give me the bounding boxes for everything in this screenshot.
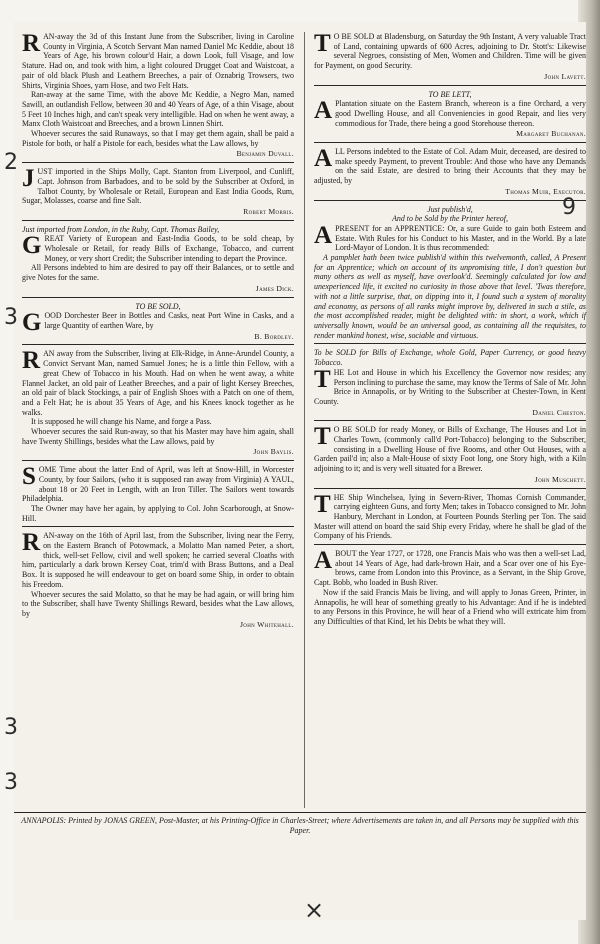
sale-ad-bordley [22,302,294,342]
drop-cap: G [22,232,42,260]
land-sale-ad-lavett [314,32,586,82]
ad-body: Plantation situate on the Eastern Branch, whereon is a fine Orchard, a very good Dwelling House, and all Conveniencies in good Repair, and lies very commodious for Trade, there being a good Storehouse thereon. [335,99,586,128]
ad-paragraph: Whoever secures the said Runaways, so that I may get them again, shall be paid a Pistole for both, or half a Pistole for each, besides what the Law allows, by [22,129,294,148]
estate-ad-muir [314,147,586,197]
ad-body: LL Persons indebted to the Estate of Col. Adam Muir, deceased, are desired to make speedy Payment, to prevent Trouble: And those who have any Demands on the said Estate, are desired to bring their Accounts that they may be adjusted, by [314,147,586,186]
ad-heading: TO BE SOLD, [135,301,181,311]
ad-subheading: And to be Sold by the Printer hereof, [392,214,508,224]
divider [314,200,586,201]
ad-paragraph: Ran-away at the same Time, with the above Mc Keddie, a Negro Man, named Sawill, an outlandish Fellow, between 30 and 40 Years of Age, of a thin Visage, about 5 Feet 10 Inches high, and can't speak very intelligible. Had on when he went away, a Manx Cloth Waistcoat and Breeches, and a brown Linnen Shirt. [22,90,294,129]
ad-body: OOD Dorchester Beer in Bottles and Casks, neat Port Wine in Casks, and a large Quantity of earthen Ware, by [44,311,294,330]
margin-mark: × [304,896,325,924]
ad-body: HE Ship Winchelsea, lying in Severn-River, Thomas Cornish Commander, carrying eighteen Guns, and forty Men; takes in Tobacco consigned to Mr. John Hanbury, Merchant in London, at Fourteen Pounds Sterling per Ton. The said Master will attend on board the said Ship every Friday, where he shall be glad of the Company of his Friends. [314,492,586,541]
ad-signature: John Whitehall. [240,619,294,629]
drop-cap: T [314,423,331,451]
ad-body: BOUT the Year 1727, or 1728, one Francis Mais who was then a well-set Lad, about 14 Years of Age, had dark-brown Hair, and a Scar over one of his Eye-brows, came from London into this Province, as a Servant, in the Ship Grove, Capt. Bobb, who loaded in Bush River. [314,549,586,588]
left-column [22,32,294,632]
drop-cap: R [22,347,41,375]
divider [314,544,586,545]
divider [22,526,294,527]
ad-paragraph: It is supposed he will change his Name, and forge a Pass. [31,417,212,427]
ad-paragraph: Whoever secures the said Molatto, so that he may be had again, or will bring him to the Subscriber, shall have Twenty Shillings Reward, besides what the Law allows, by [22,589,294,618]
ad-signature: B. Bordley. [254,331,294,341]
ad-body: AN away from the Subscriber, living at Elk-Ridge, in Anne-Arundel County, a Convict Servant Man, named Samuel Jones; he is a little thin Fellow, with a great Chew of Tobacco in his Mouth. Had on when he went away, a white Flannel Jacket, an old pair of Leather Breeches, and a pair of light Kersey Breeches, an old pair of black Stockings, a pair of English Shoes with a Patch on one of them, and a Felt Hat; he is about 35 Years of Age, and his Knees knock together as he walks. [22,349,294,417]
drop-cap: A [314,145,333,173]
ad-intro: Just imported from London, in the Ruby, Capt. Thomas Bailey, [22,224,220,234]
ad-signature: Thomas Muir, Executor. [505,186,586,196]
divider [22,162,294,163]
runaway-ad-duvall [22,32,294,159]
margin-mark: 3 [4,770,18,795]
ad-heading: Just publish'd, [427,204,473,214]
ad-body: UST imported in the Ships Molly, Capt. Stanton from Liverpool, and Cunliff, Capt. Johnson from Barbadoes, and to be sold by the Subscriber at Oxford, in Talbot County, by Wholesale or Retail, European and East India Goods, Rum, Sugar, Molasses, coarse and fine Salt. [22,167,294,206]
lett-ad-buchanan [314,90,586,140]
ad-heading: To be SOLD for Bills of Exchange, whole Gold, Paper Currency, or good heavy Tobacco. [314,348,586,368]
divider [314,142,586,143]
column-rule [304,32,305,808]
drop-cap: J [22,165,35,193]
drop-cap: T [314,490,331,518]
imprint: ANNAPOLIS: Printed by JONAS GREEN, Post-Master, at his Printing-Office in Charles-Street; where Advertisements are taken in, and all Persons may be supplied with this Paper. [14,812,586,836]
drop-cap: S [22,463,36,491]
ad-body: O BE SOLD at Bladensburg, on Saturday the 9th Instant, A very valuable Tract of Land, containing upwards of 600 Acres, adjoining to Dr. Stott's: Likewise several Negroes, consisting of Men, Women and Children. Time will be given for Payment, on good Security. [314,32,586,71]
margin-mark: 9 [562,195,576,220]
ad-signature: John Baylis. [253,447,294,457]
ad-heading: TO BE LETT, [428,89,472,99]
divider [314,343,586,344]
ad-paragraph: Now if the said Francis Mais be living, and will apply to Jonas Green, Printer, in Annapolis, he will hear of something greatly to his Advantage: And if he is indebted to any Persons in this Province, he will hear of a Friend who will extricate him from any Difficulties of that Kind, let his Debts be what they will. [314,587,586,626]
drop-cap: A [314,547,333,575]
yaul-ad [22,465,294,523]
drop-cap: T [314,365,331,393]
ad-body: OME Time about the latter End of April, was left at Snow-Hill, in Worcester County, by four Sailors, (who it is supposed ran away from Virginia) A YAUL, about 18 or 20 Feet in Length, with an Iron Tiller. The Sailors went towards Philadelphia. [22,465,294,504]
house-sale-ad-muschett [314,425,586,484]
drop-cap: R [22,30,41,57]
ad-signature: Robert Morris. [243,206,294,216]
ad-body: REAT Variety of European and East-India Goods, to be sold cheap, by Wholesale or Retail, for ready Bills of Exchange, Tobacco, and current Money, or very short Credit; the Subscriber intending to depart the Province. [44,234,294,263]
divider [314,420,586,421]
drop-cap: A [314,97,333,125]
ad-signature: James Dick. [255,283,294,293]
divider [314,488,586,489]
ad-body: AN-away the 3d of this Instant June from the Subscriber, living in Caroline County in Virginia, A Scotch Servant Man named Daniel Mc Keddie, about 18 Years of Age, his brown colour'd Hair, a down Look, full Visage, and low Stature. Had on, and took with him, a light coloured Drugget Coat and Waistcoat, a pair of old black Plush and Leathern Breeches, a pair of Oznabrig Trowsers, two Shirts, Virginia Shoes, yarn Hose, and two Felt Hats. [22,32,294,90]
margin-mark: 2 [4,150,18,175]
right-column [314,32,586,630]
ad-paragraph: The Owner may have her again, by applying to Col. John Scarborough, at Snow-Hill. [22,503,294,523]
ad-body: AN-away on the 16th of April last, from the Subscriber, living near the Ferry, on the Eastern Branch of Potowmack, a Molatto Man named Peter, a short, thick, well-set Fellow, civil and well spoken; he carried several Cloaths with him, particularly a dark brown Kersey Coat, trim'd with Brass Buttons, and a Deal Box. It is supposed he will endeavour to get on board some Ship, in order to obtain his Freedom. [22,531,294,589]
margin-mark: 3 [4,715,18,740]
ad-signature: Benjamin Duvall. [236,149,294,159]
divider [22,220,294,221]
ad-signature: John Muschett. [534,474,586,484]
margin-mark: 3 [4,305,18,330]
book-ad-apprentice [314,205,586,341]
ad-signature: Daniel Cheston. [532,407,586,417]
divider [22,344,294,345]
ad-paragraph: All Persons indebted to him are desired to pay off their Balances, or to settle and give Notes for the same. [22,263,294,283]
notice-ad-mais [314,549,586,627]
ad-body: O BE SOLD for ready Money, or Bills of Exchange, The Houses and Lot in Charles Town, (commonly call'd Port-Tobacco) belonging to the Subscriber, consisting in a Dwelling House of five Rooms, and other Out Houses, with a Garden pail'd in; also a Malt-House of sixty Foot long, one Story high, with a Kiln adjoining to it; and is very well situated for a Brewer. [314,425,586,474]
import-ad-morris [22,167,294,217]
house-sale-ad-cheston [314,348,586,417]
ad-body: HE Lot and House in which his Excellency the Governor now resides; any Person inclining to purchase the same, may know the Terms of Sale of Mr. John Brice in Annapolis, or by Writing to the Subscriber at Chester-Town, in Kent County. [314,367,586,406]
ad-paragraph: Whoever secures the said Run-away, so that his Master may have him again, shall have Twenty Shillings, besides what the Law allows, paid by [22,427,294,446]
divider [314,85,586,86]
import-ad-dick [22,225,294,294]
runaway-ad-baylis [22,349,294,457]
drop-cap: G [22,309,42,337]
ad-signature: John Lavett. [544,71,586,81]
ship-ad-winchelsea [314,490,586,542]
drop-cap: A [314,221,333,249]
runaway-ad-whitehall [22,531,294,629]
ad-quote: A pamphlet hath been twice publish'd within this twelvemonth, called, A Present for an Apprentice; which on account of its unpromising title, I don't question but many others as well as myself, have overlook'd. Seemingly calculated for low and unexperienced life, it excited no curiosity in those above that level. 'Twas therefore, with not a little surprise, that, on dipping into it, I found such a system of morality and economy, as persons of all ranks might improve by, delivered in such a stile, as the most accomplished reader, might be delighted with: in short, a work, which if universally known, would be an universal good, as containing all the requisites, to render mankind honest, wise, sociable and virtuous. [314,253,586,340]
drop-cap: R [22,529,41,557]
divider [22,297,294,298]
newspaper-page [14,22,586,920]
ad-signature: Margaret Buchanan. [516,129,586,139]
divider [22,460,294,461]
drop-cap: T [314,30,331,57]
ad-body: PRESENT for an APPRENTICE: Or, a sure Guide to gain both Esteem and Estate. With Rules for his Conduct to his Master, and in the World. By a late Lord-Mayor of London. It is thus recommended: [335,223,586,253]
